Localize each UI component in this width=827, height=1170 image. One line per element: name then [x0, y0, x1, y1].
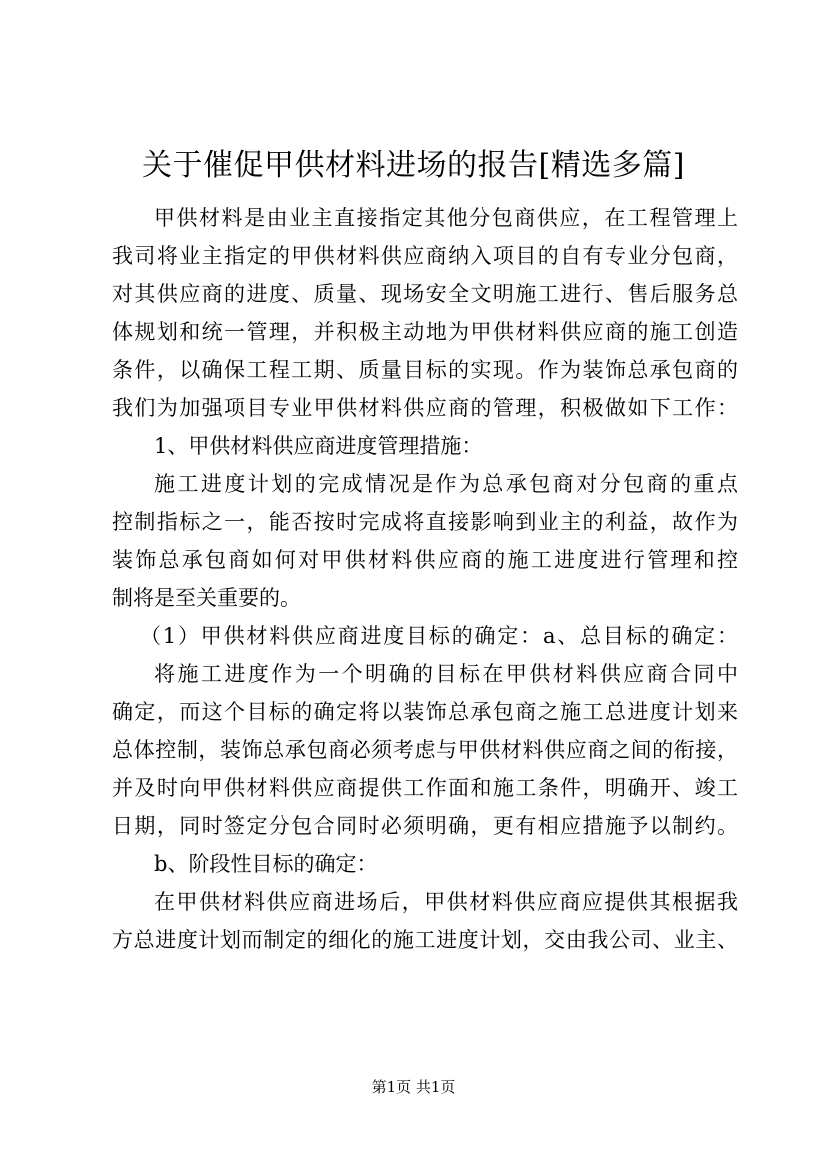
subsection-heading: b、阶段性目标的确定： — [154, 852, 378, 876]
paragraph-line: 我司将业主指定的甲供材料供应商纳入项目的自有专业分包商， — [112, 244, 738, 268]
paragraph-line: 将施工进度作为一个明确的目标在甲供材料供应商合同中 — [154, 662, 738, 686]
paragraph-line: 甲供材料是由业主直接指定其他分包商供应，在工程管理上 — [154, 206, 738, 230]
paragraph-line: 方总进度计划而制定的细化的施工进度计划，交由我公司、业主、 — [112, 928, 738, 952]
paragraph-line: 体规划和统一管理，并积极主动地为甲供材料供应商的施工创造 — [112, 320, 738, 344]
page-footer: 第1页 共1页 — [371, 1078, 456, 1096]
paragraph-line: 确定，而这个目标的确定将以装饰总承包商之施工总进度计划来 — [112, 700, 738, 724]
paragraph-line: 我们为加强项目专业甲供材料供应商的管理，积极做如下工作： — [112, 396, 738, 420]
paragraph-line: 施工进度计划的完成情况是作为总承包商对分包商的重点 — [154, 472, 738, 496]
paragraph-line: 日期，同时签定分包合同时必须明确，更有相应措施予以制约。 — [112, 814, 738, 838]
paragraph-line: 装饰总承包商如何对甲供材料供应商的施工进度进行管理和控 — [112, 548, 738, 572]
paragraph-line: 对其供应商的进度、质量、现场安全文明施工进行、售后服务总 — [112, 282, 738, 306]
section-heading: 1、甲供材料供应商进度管理措施： — [154, 434, 483, 458]
document-body — [112, 199, 738, 959]
paragraph-line: 在甲供材料供应商进场后，甲供材料供应商应提供其根据我 — [154, 890, 738, 914]
subsection-heading: （1）甲供材料供应商进度目标的确定：a、总目标的确定： — [140, 624, 738, 648]
paragraph-line: 总体控制，装饰总承包商必须考虑与甲供材料供应商之间的衔接， — [112, 738, 738, 762]
document-title: 关于催促甲供材料进场的报告[精选多篇] — [142, 148, 685, 183]
paragraph-line: 并及时向甲供材料供应商提供工作面和施工条件，明确开、竣工 — [112, 776, 738, 800]
paragraph-line: 条件，以确保工程工期、质量目标的实现。作为装饰总承包商的 — [112, 358, 738, 382]
paragraph-line: 制将是至关重要的。 — [112, 586, 301, 610]
paragraph-line: 控制指标之一，能否按时完成将直接影响到业主的利益，故作为 — [112, 510, 738, 534]
